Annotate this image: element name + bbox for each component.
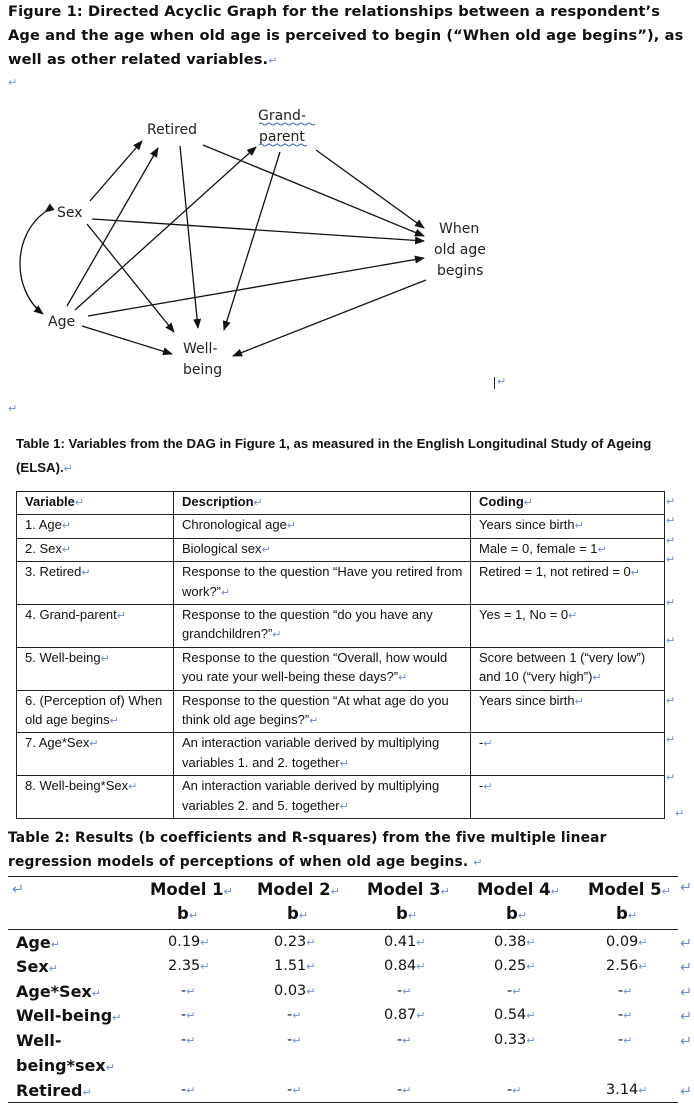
model-header: Model 5↵ bbox=[588, 880, 671, 899]
edge-age-retired bbox=[67, 148, 158, 306]
coef-header: b↵ bbox=[506, 904, 528, 923]
table-top-rule bbox=[8, 876, 678, 877]
table-row bbox=[17, 690, 665, 733]
coef-header: b↵ bbox=[287, 904, 309, 923]
row-end-mark-icon: ↵ bbox=[680, 985, 693, 1001]
table1-caption: Table 1: Variables from the DAG in Figure 1, as measured in the English Longitudinal Study of Ageing (ELSA).↵ bbox=[16, 436, 652, 475]
header-coding: Coding↵ bbox=[471, 492, 665, 515]
row-label-retired: Retired↵ bbox=[16, 1081, 92, 1100]
paragraph-mark-icon: ↵ bbox=[8, 402, 18, 415]
row-end-mark-icon: ↵ bbox=[666, 495, 676, 508]
cell-coding: Years since birth↵ bbox=[471, 515, 665, 538]
coef-cell: 0.84↵ bbox=[384, 958, 426, 974]
coef-cell: -↵ bbox=[507, 1082, 522, 1098]
row-end-mark-icon: ↵ bbox=[680, 1084, 693, 1100]
table-row bbox=[17, 776, 665, 819]
paragraph-mark-icon: ↵ bbox=[63, 463, 73, 475]
row-end-mark-icon: ↵ bbox=[666, 733, 676, 746]
cell-variable: 6. (Perception of) When old age begins↵ bbox=[17, 690, 174, 733]
cell-variable: 3. Retired↵ bbox=[17, 562, 174, 605]
coef-cell: -↵ bbox=[181, 1082, 196, 1098]
coef-cell: 0.03↵ bbox=[274, 983, 316, 999]
edge-grandparent-wellbeing bbox=[224, 152, 280, 330]
edge-grandparent-when bbox=[316, 150, 424, 228]
coef-cell: 0.87↵ bbox=[384, 1007, 426, 1023]
dag-diagram bbox=[0, 95, 694, 395]
coef-cell: -↵ bbox=[287, 1007, 302, 1023]
coef-cell: 0.09↵ bbox=[606, 934, 648, 950]
header-variable: Variable↵ bbox=[17, 492, 174, 515]
edge-when-wellbeing bbox=[233, 280, 426, 356]
coef-cell: -↵ bbox=[618, 1032, 633, 1048]
node-wellbeing-line1: Well- bbox=[183, 341, 218, 357]
row-label-wellbeing-sex: being*sex↵ bbox=[16, 1056, 115, 1075]
paragraph-mark-icon: ↵ bbox=[8, 76, 18, 89]
row-end-mark-icon: ↵ bbox=[666, 553, 676, 566]
cell-coding: Years since birth↵ bbox=[471, 690, 665, 733]
cell-description: Response to the question “Overall, how would you rate your well-being these days?”↵ bbox=[174, 647, 471, 690]
edge-retired-when bbox=[203, 145, 424, 236]
cell-description: Chronological age↵ bbox=[174, 515, 471, 538]
edge-sex-age bbox=[20, 212, 45, 314]
coef-cell: -↵ bbox=[181, 983, 196, 999]
model-header: Model 1↵ bbox=[150, 880, 233, 899]
table-bottom-rule bbox=[8, 1102, 678, 1103]
table-row bbox=[17, 515, 665, 538]
paragraph-mark-icon: ↵ bbox=[268, 54, 278, 67]
node-when-line1: When bbox=[439, 221, 480, 237]
cell-description: Response to the question “do you have any grandchildren?”↵ bbox=[174, 605, 471, 648]
row-label-wellbeing: Well-being↵ bbox=[16, 1006, 122, 1025]
coef-cell: 0.25↵ bbox=[494, 958, 536, 974]
coef-cell: 0.41↵ bbox=[384, 934, 426, 950]
table-row bbox=[17, 538, 665, 561]
text-cursor bbox=[494, 377, 495, 389]
coef-cell: -↵ bbox=[397, 983, 412, 999]
cell-variable: 5. Well-being↵ bbox=[17, 647, 174, 690]
coef-header: b↵ bbox=[177, 904, 199, 923]
cell-end-mark-icon: ↵ bbox=[12, 882, 25, 898]
table-header-row bbox=[17, 492, 665, 515]
cell-description: Response to the question “Have you retired from work?”↵ bbox=[174, 562, 471, 605]
row-label-age: Age↵ bbox=[16, 933, 60, 952]
table-row bbox=[17, 605, 665, 648]
node-wellbeing-line2: being bbox=[183, 362, 223, 378]
row-end-mark-icon: ↵ bbox=[666, 694, 676, 707]
edge-retired-wellbeing bbox=[180, 146, 198, 328]
node-age: Age bbox=[48, 314, 76, 330]
cell-coding: Male = 0, female = 1↵ bbox=[471, 538, 665, 561]
edge-age-wellbeing bbox=[82, 326, 172, 354]
cell-variable: 4. Grand-parent↵ bbox=[17, 605, 174, 648]
row-end-mark-icon: ↵ bbox=[680, 960, 693, 976]
coef-cell: 0.23↵ bbox=[274, 934, 316, 950]
cell-variable: 8. Well-being*Sex↵ bbox=[17, 776, 174, 819]
row-end-mark-icon: ↵ bbox=[680, 1034, 693, 1050]
coef-cell: -↵ bbox=[181, 1007, 196, 1023]
node-when-line3: begins bbox=[437, 263, 484, 279]
model-header: Model 2↵ bbox=[257, 880, 340, 899]
row-end-mark-icon: ↵ bbox=[666, 771, 676, 784]
row-end-mark-icon: ↵ bbox=[666, 596, 676, 609]
coef-cell: -↵ bbox=[397, 1082, 412, 1098]
cell-description: An interaction variable derived by multiplying variables 2. and 5. together↵ bbox=[174, 776, 471, 819]
cell-coding: Retired = 1, not retired = 0↵ bbox=[471, 562, 665, 605]
cell-description: Response to the question “At what age do you think old age begins?”↵ bbox=[174, 690, 471, 733]
coef-cell: 0.38↵ bbox=[494, 934, 536, 950]
coef-cell: 2.35↵ bbox=[168, 958, 210, 974]
variables-table bbox=[16, 491, 665, 819]
coef-cell: 1.51↵ bbox=[274, 958, 316, 974]
cell-variable: 1. Age↵ bbox=[17, 515, 174, 538]
edge-sex-wellbeing bbox=[87, 224, 174, 332]
node-grandparent-line2: parent bbox=[259, 129, 305, 145]
coef-cell: 0.54↵ bbox=[494, 1007, 536, 1023]
row-end-mark-icon: ↵ bbox=[666, 534, 676, 547]
paragraph-mark-icon: ↵ bbox=[473, 856, 483, 869]
coef-cell: -↵ bbox=[507, 983, 522, 999]
coef-cell: 0.33↵ bbox=[494, 1032, 536, 1048]
regression-table bbox=[0, 876, 694, 1106]
cell-coding: -↵ bbox=[471, 733, 665, 776]
coef-header: b↵ bbox=[616, 904, 638, 923]
figure-caption: Figure 1: Directed Acyclic Graph for the relationships between a respondent’s Age and the age when old age is perceived to begin (“When old age begins”), as well as other related variables.↵ bbox=[8, 3, 684, 68]
row-end-mark-icon: ↵ bbox=[680, 880, 693, 896]
row-end-mark-icon: ↵ bbox=[666, 514, 676, 527]
coef-cell: 0.19↵ bbox=[168, 934, 210, 950]
coef-cell: -↵ bbox=[181, 1032, 196, 1048]
coef-cell: -↵ bbox=[618, 1007, 633, 1023]
edge-sex-retired bbox=[90, 141, 142, 201]
cell-coding: Yes = 1, No = 0↵ bbox=[471, 605, 665, 648]
row-label-sex: Sex↵ bbox=[16, 957, 58, 976]
coef-cell: -↵ bbox=[397, 1032, 412, 1048]
paragraph-mark-icon: ↵ bbox=[675, 807, 685, 820]
row-label-age-sex: Age*Sex↵ bbox=[16, 982, 101, 1001]
coef-cell: -↵ bbox=[287, 1082, 302, 1098]
coef-cell: -↵ bbox=[618, 983, 633, 999]
table-row bbox=[17, 733, 665, 776]
node-sex: Sex bbox=[57, 205, 83, 221]
paragraph-mark-icon: ↵ bbox=[497, 375, 507, 388]
model-header: Model 4↵ bbox=[477, 880, 560, 899]
coef-header: b↵ bbox=[396, 904, 418, 923]
cell-variable: 2. Sex↵ bbox=[17, 538, 174, 561]
node-grandparent-line1: Grand- bbox=[258, 108, 306, 124]
table-row bbox=[17, 647, 665, 690]
row-end-mark-icon: ↵ bbox=[666, 634, 676, 647]
row-label-wellbeing-sex: Well- bbox=[16, 1031, 62, 1050]
row-end-mark-icon: ↵ bbox=[680, 936, 693, 952]
header-description: Description↵ bbox=[174, 492, 471, 515]
table2-caption: Table 2: Results (b coefficients and R-squares) from the five multiple linear regression models of perceptions of when old age begins. ↵ bbox=[8, 830, 607, 870]
cell-variable: 7. Age*Sex↵ bbox=[17, 733, 174, 776]
coef-cell: 2.56↵ bbox=[606, 958, 648, 974]
table-row bbox=[17, 562, 665, 605]
cell-coding: Score between 1 (“very low”) and 10 (“very high”)↵ bbox=[471, 647, 665, 690]
node-when-line2: old age bbox=[434, 242, 486, 258]
cell-description: Biological sex↵ bbox=[174, 538, 471, 561]
table-header-rule bbox=[8, 929, 678, 930]
cell-coding: -↵ bbox=[471, 776, 665, 819]
coef-cell: -↵ bbox=[287, 1032, 302, 1048]
model-header: Model 3↵ bbox=[367, 880, 450, 899]
cell-description: An interaction variable derived by multiplying variables 1. and 2. together↵ bbox=[174, 733, 471, 776]
row-end-mark-icon: ↵ bbox=[680, 1009, 693, 1025]
node-retired: Retired bbox=[147, 122, 198, 138]
coef-cell: 3.14↵ bbox=[606, 1082, 648, 1098]
